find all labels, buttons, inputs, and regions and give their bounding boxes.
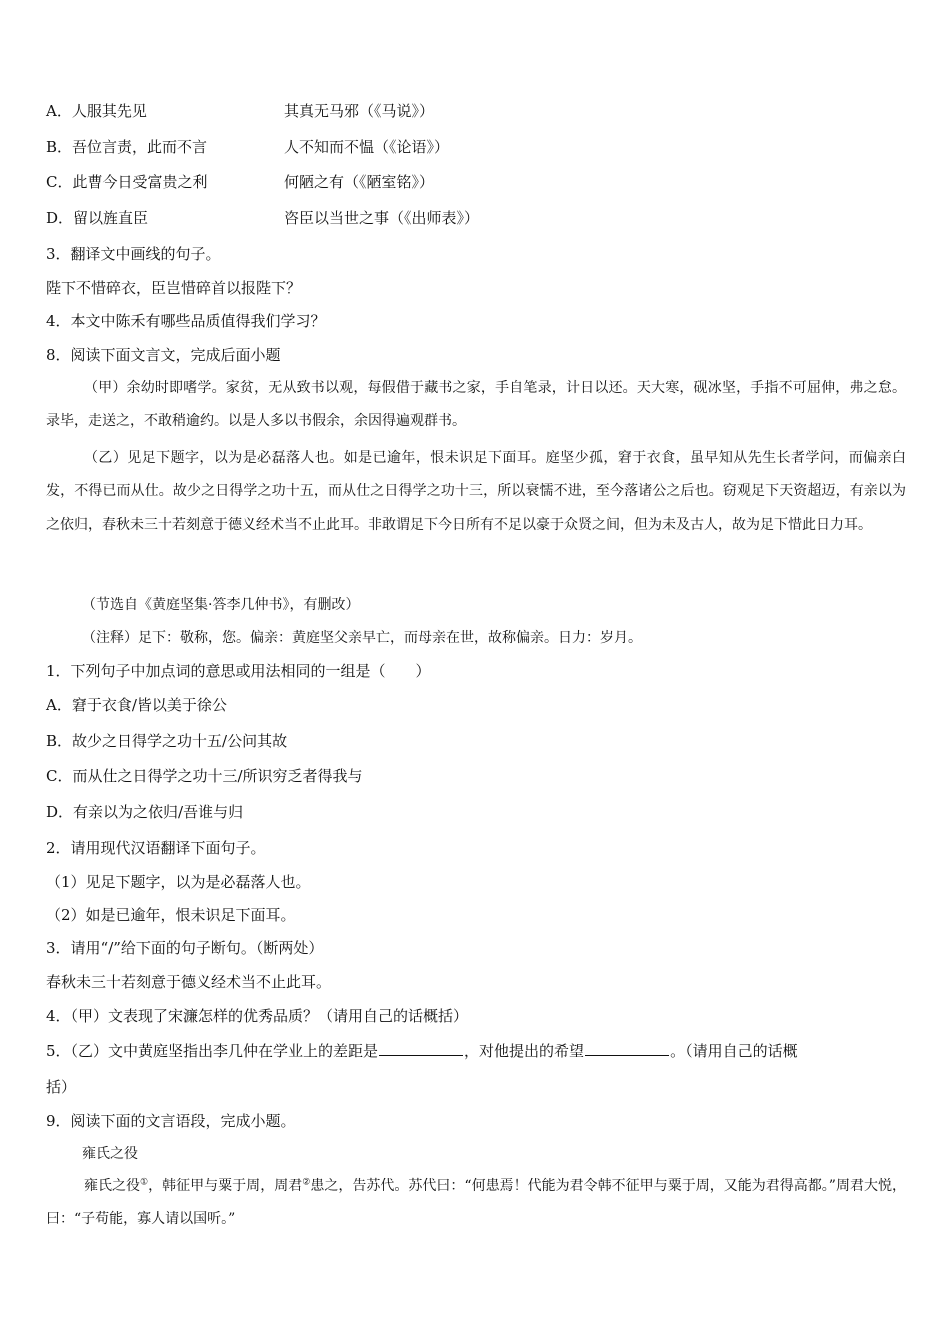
sub1-option-c: C．而从仕之日得学之功十三/所识穷乏者得我与	[46, 767, 363, 785]
q2-option-b: B．吾位言责，此而不言	[46, 138, 208, 156]
sub2-item-1: （1）见足下题字，以为是必磊落人也。	[46, 873, 311, 891]
sub1-option-b: B．故少之日得学之功十五/公问其故	[46, 732, 288, 750]
sub2-item-2: （2）如是已逾年，恨未识足下面耳。	[46, 906, 296, 924]
q3-title: 3．翻译文中画线的句子。	[46, 245, 221, 263]
sub5-text-1: 5．（乙）文中黄庭坚指出李几仲在学业上的差距是	[46, 1042, 379, 1060]
passage-jia: （甲）余幼时即嗜学。家贫，无从致书以观，每假借于藏书之家，手自笔录，计日以还。天大寒，砚冰坚，手指不可屈伸，弗之怠。录毕，走送之，不敢稍逾约。以是人多以书假余，余因得遍观群书。	[46, 380, 906, 430]
q9-passage-text-1: 雍氏之役	[84, 1178, 141, 1194]
passage-source: （节选自《黄庭坚集·答李几仲书》，有删改）	[82, 597, 360, 613]
q2-option-c: C．此曹今日受富贵之利	[46, 173, 208, 191]
sub5-text-3: 。（请用自己的话概	[670, 1042, 798, 1060]
sub3-title: 3．请用“/”给下面的句子断句。（断两处）	[46, 939, 324, 957]
sub1-option-d: D．有亲以为之依归/吾谁与归	[46, 803, 244, 821]
q9-subtitle: 雍氏之役	[82, 1146, 138, 1162]
sub4-title: 4．（甲）文表现了宋濂怎样的优秀品质？（请用自己的话概括）	[46, 1007, 469, 1025]
sub5-question	[46, 1040, 798, 1062]
passage-notes: （注释）足下：敬称，您。偏亲：黄庭坚父亲早亡，而母亲在世，故称偏亲。日力：岁月。	[82, 630, 642, 646]
answer-blank-1[interactable]	[379, 1040, 463, 1056]
sub1-title: 1．下列句子中加点词的意思或用法相同的一组是（ ）	[46, 662, 431, 680]
sub3-sentence: 春秋未三十若刻意于德义经术当不止此耳。	[46, 973, 332, 991]
q2-option-d-ref: 咨臣以当世之事（《出师表》）	[284, 209, 480, 227]
sub2-title: 2．请用现代汉语翻译下面句子。	[46, 839, 266, 857]
passage-yi: （乙）见足下题字，以为是必磊落人也。如是已逾年，恨未识足下面耳。庭坚少孤，窘于衣食，虽早知从先生长者学问，而偏亲白发，不得已而从仕。故少之日得学之功十五，而从仕之日得学之功十三，所以衰懦不进，至今落诸公之后也。窃观足下天资超迈，有亲以为之依归，春秋未三十若刻意于德义经术当不止此耳。非敢谓足下今日所有不足以豪于众贤之间，但为未及古人，故为足下惜此日力耳。	[46, 450, 906, 533]
q2-option-a-ref: 其真无马邪（《马说》）	[284, 102, 435, 120]
q2-option-c-ref: 何陋之有（《陋室铭》）	[284, 173, 435, 191]
q2-option-b-ref: 人不知而不愠（《论语》）	[284, 138, 450, 156]
footnote-marker-2: ②	[302, 1177, 311, 1188]
q3-sentence: 陛下不惜碎衣，臣岂惜碎首以报陛下？	[46, 279, 302, 297]
sub1-option-a: A．窘于衣食/皆以美于徐公	[46, 696, 227, 714]
q9-passage	[46, 1170, 906, 1237]
q4-title: 4．本文中陈禾有哪些品质值得我们学习？	[46, 312, 326, 330]
q9-passage-text-3: 患之，告苏代。苏代曰：“何患焉！代能为君令韩不征甲与粟于周，又能为君得高都。”周君大悦，曰：“子苟能，寡人请以国听。”	[46, 1178, 907, 1228]
q9-title: 9．阅读下面的文言语段，完成小题。	[46, 1112, 296, 1130]
answer-blank-2[interactable]	[585, 1040, 669, 1056]
q8-title: 8．阅读下面文言文，完成后面小题	[46, 346, 281, 364]
sub5-text-2: ，对他提出的希望	[464, 1042, 585, 1060]
sub5-continuation: 括）	[46, 1078, 77, 1096]
q2-option-d: D．留以旌直臣	[46, 209, 149, 227]
footnote-marker-1: ①	[140, 1177, 149, 1188]
q2-option-a: A．人服其先见	[46, 102, 147, 120]
q9-passage-text-2: ，韩征甲与粟于周，周君	[148, 1178, 303, 1194]
